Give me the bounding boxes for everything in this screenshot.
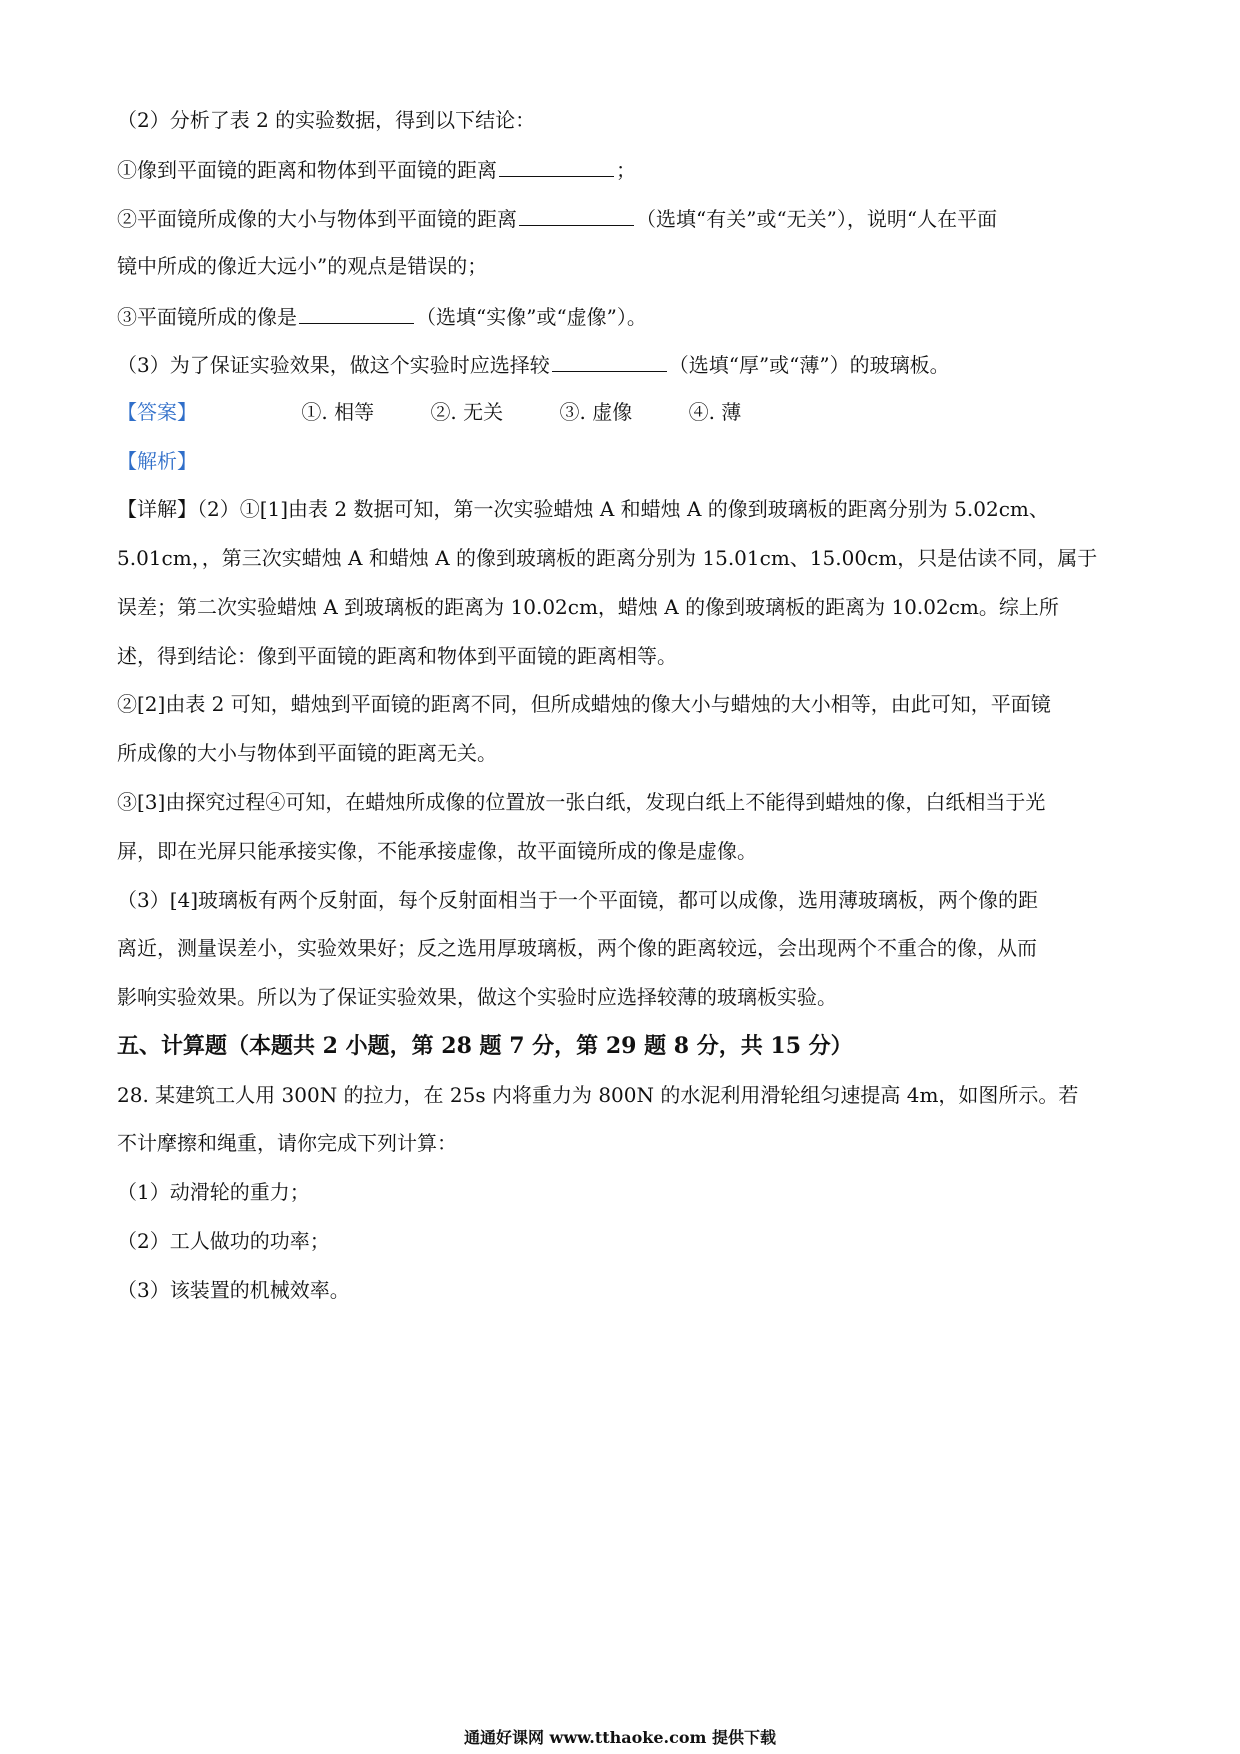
detail-line: 误差；第二次实验蜡烛 A 到玻璃板的距离为 10.02cm，蜡烛 A 的像到玻璃板的距离为 10.02cm。综上所 [117,595,1059,619]
analysis-label: 【解析】 [117,449,197,473]
answer-label: 【答案】 [117,400,197,424]
q2-intro: （2）分析了表 2 的实验数据，得到以下结论： [117,108,536,132]
answer-item-3: ③. 虚像 [559,400,633,424]
footer-credit: 通通好课网 www.tthaoke.com 提供下载 [463,1728,777,1747]
detail-line: 屏，即在光屏只能承接实像，不能承接虚像，故平面镜所成的像是虚像。 [117,839,757,863]
q3 [117,351,950,377]
answer-blank-4[interactable] [552,351,667,372]
q2-item2-text-b: （选填“有关”或“无关”），说明“人在平面 [636,207,998,231]
answer-blank-3[interactable] [299,303,414,324]
section-heading: 五、计算题（本题共 2 小题，第 28 题 7 分，第 29 题 8 分，共 15 分） [117,1033,853,1059]
q2-item3 [117,303,647,329]
q2-item3-text-b: （选填“实像”或“虚像”）。 [416,305,647,329]
q3-text-a: （3）为了保证实验效果，做这个实验时应选择较 [117,353,550,377]
detail-line: ②[2]由表 2 可知，蜡烛到平面镜的距离不同，但所成蜡烛的像大小与蜡烛的大小相等，由此可知，平面镜 [117,692,1051,716]
q2-item2-text-a: ②平面镜所成像的大小与物体到平面镜的距离 [117,207,517,231]
detail-line: 5.01cm，，第三次实蜡烛 A 和蜡烛 A 的像到玻璃板的距离分别为 15.01cm、15.00cm，只是估读不同，属于 [117,546,1098,570]
detail-line: （3）[4]玻璃板有两个反射面，每个反射面相当于一个平面镜，都可以成像，选用薄玻璃板，两个像的距 [117,888,1039,912]
q2-item2-cont: 镜中所成的像近大远小”的观点是错误的； [117,254,488,278]
detail-line: 述，得到结论：像到平面镜的距离和物体到平面镜的距离相等。 [117,644,677,668]
detail-line: 所成像的大小与物体到平面镜的距离无关。 [117,741,497,765]
q2-item2 [117,205,997,231]
answer-blank-2[interactable] [519,205,634,226]
answer-item-2: ②. 无关 [430,400,504,424]
q3-text-b: （选填“厚”或“薄”）的玻璃板。 [668,353,950,377]
answer-item-4: ④. 薄 [688,400,742,424]
answer-item-1: ①. 相等 [301,400,375,424]
q2-item1-end: ； [616,158,636,182]
q28-line: 28. 某建筑工人用 300N 的拉力，在 25s 内将重力为 800N 的水泥利用滑轮组匀速提高 4m，如图所示。若 [117,1083,1079,1107]
q28-line: 不计摩擦和绳重，请你完成下列计算： [117,1131,457,1155]
detail-line: 影响实验效果。所以为了保证实验效果，做这个实验时应选择较薄的玻璃板实验。 [117,985,837,1009]
q28-sub-1: （1）动滑轮的重力； [117,1180,310,1204]
detail-line: 【详解】（2）①[1]由表 2 数据可知，第一次实验蜡烛 A 和蜡烛 A 的像到玻璃板的距离分别为 5.02cm、 [117,497,1049,521]
q2-item1-text: ①像到平面镜的距离和物体到平面镜的距离 [117,158,497,182]
q28-sub-3: （3）该装置的机械效率。 [117,1278,350,1302]
answer-row [117,400,741,424]
q2-item1 [117,156,636,182]
detail-line: 离近，测量误差小，实验效果好；反之选用厚玻璃板，两个像的距离较远，会出现两个不重合的像，从而 [117,936,1037,960]
q28-sub-2: （2）工人做功的功率； [117,1229,330,1253]
answer-blank-1[interactable] [499,156,614,177]
q2-item3-text-a: ③平面镜所成的像是 [117,305,297,329]
detail-line: ③[3]由探究过程④可知，在蜡烛所成像的位置放一张白纸，发现白纸上不能得到蜡烛的像，白纸相当于光 [117,790,1046,814]
